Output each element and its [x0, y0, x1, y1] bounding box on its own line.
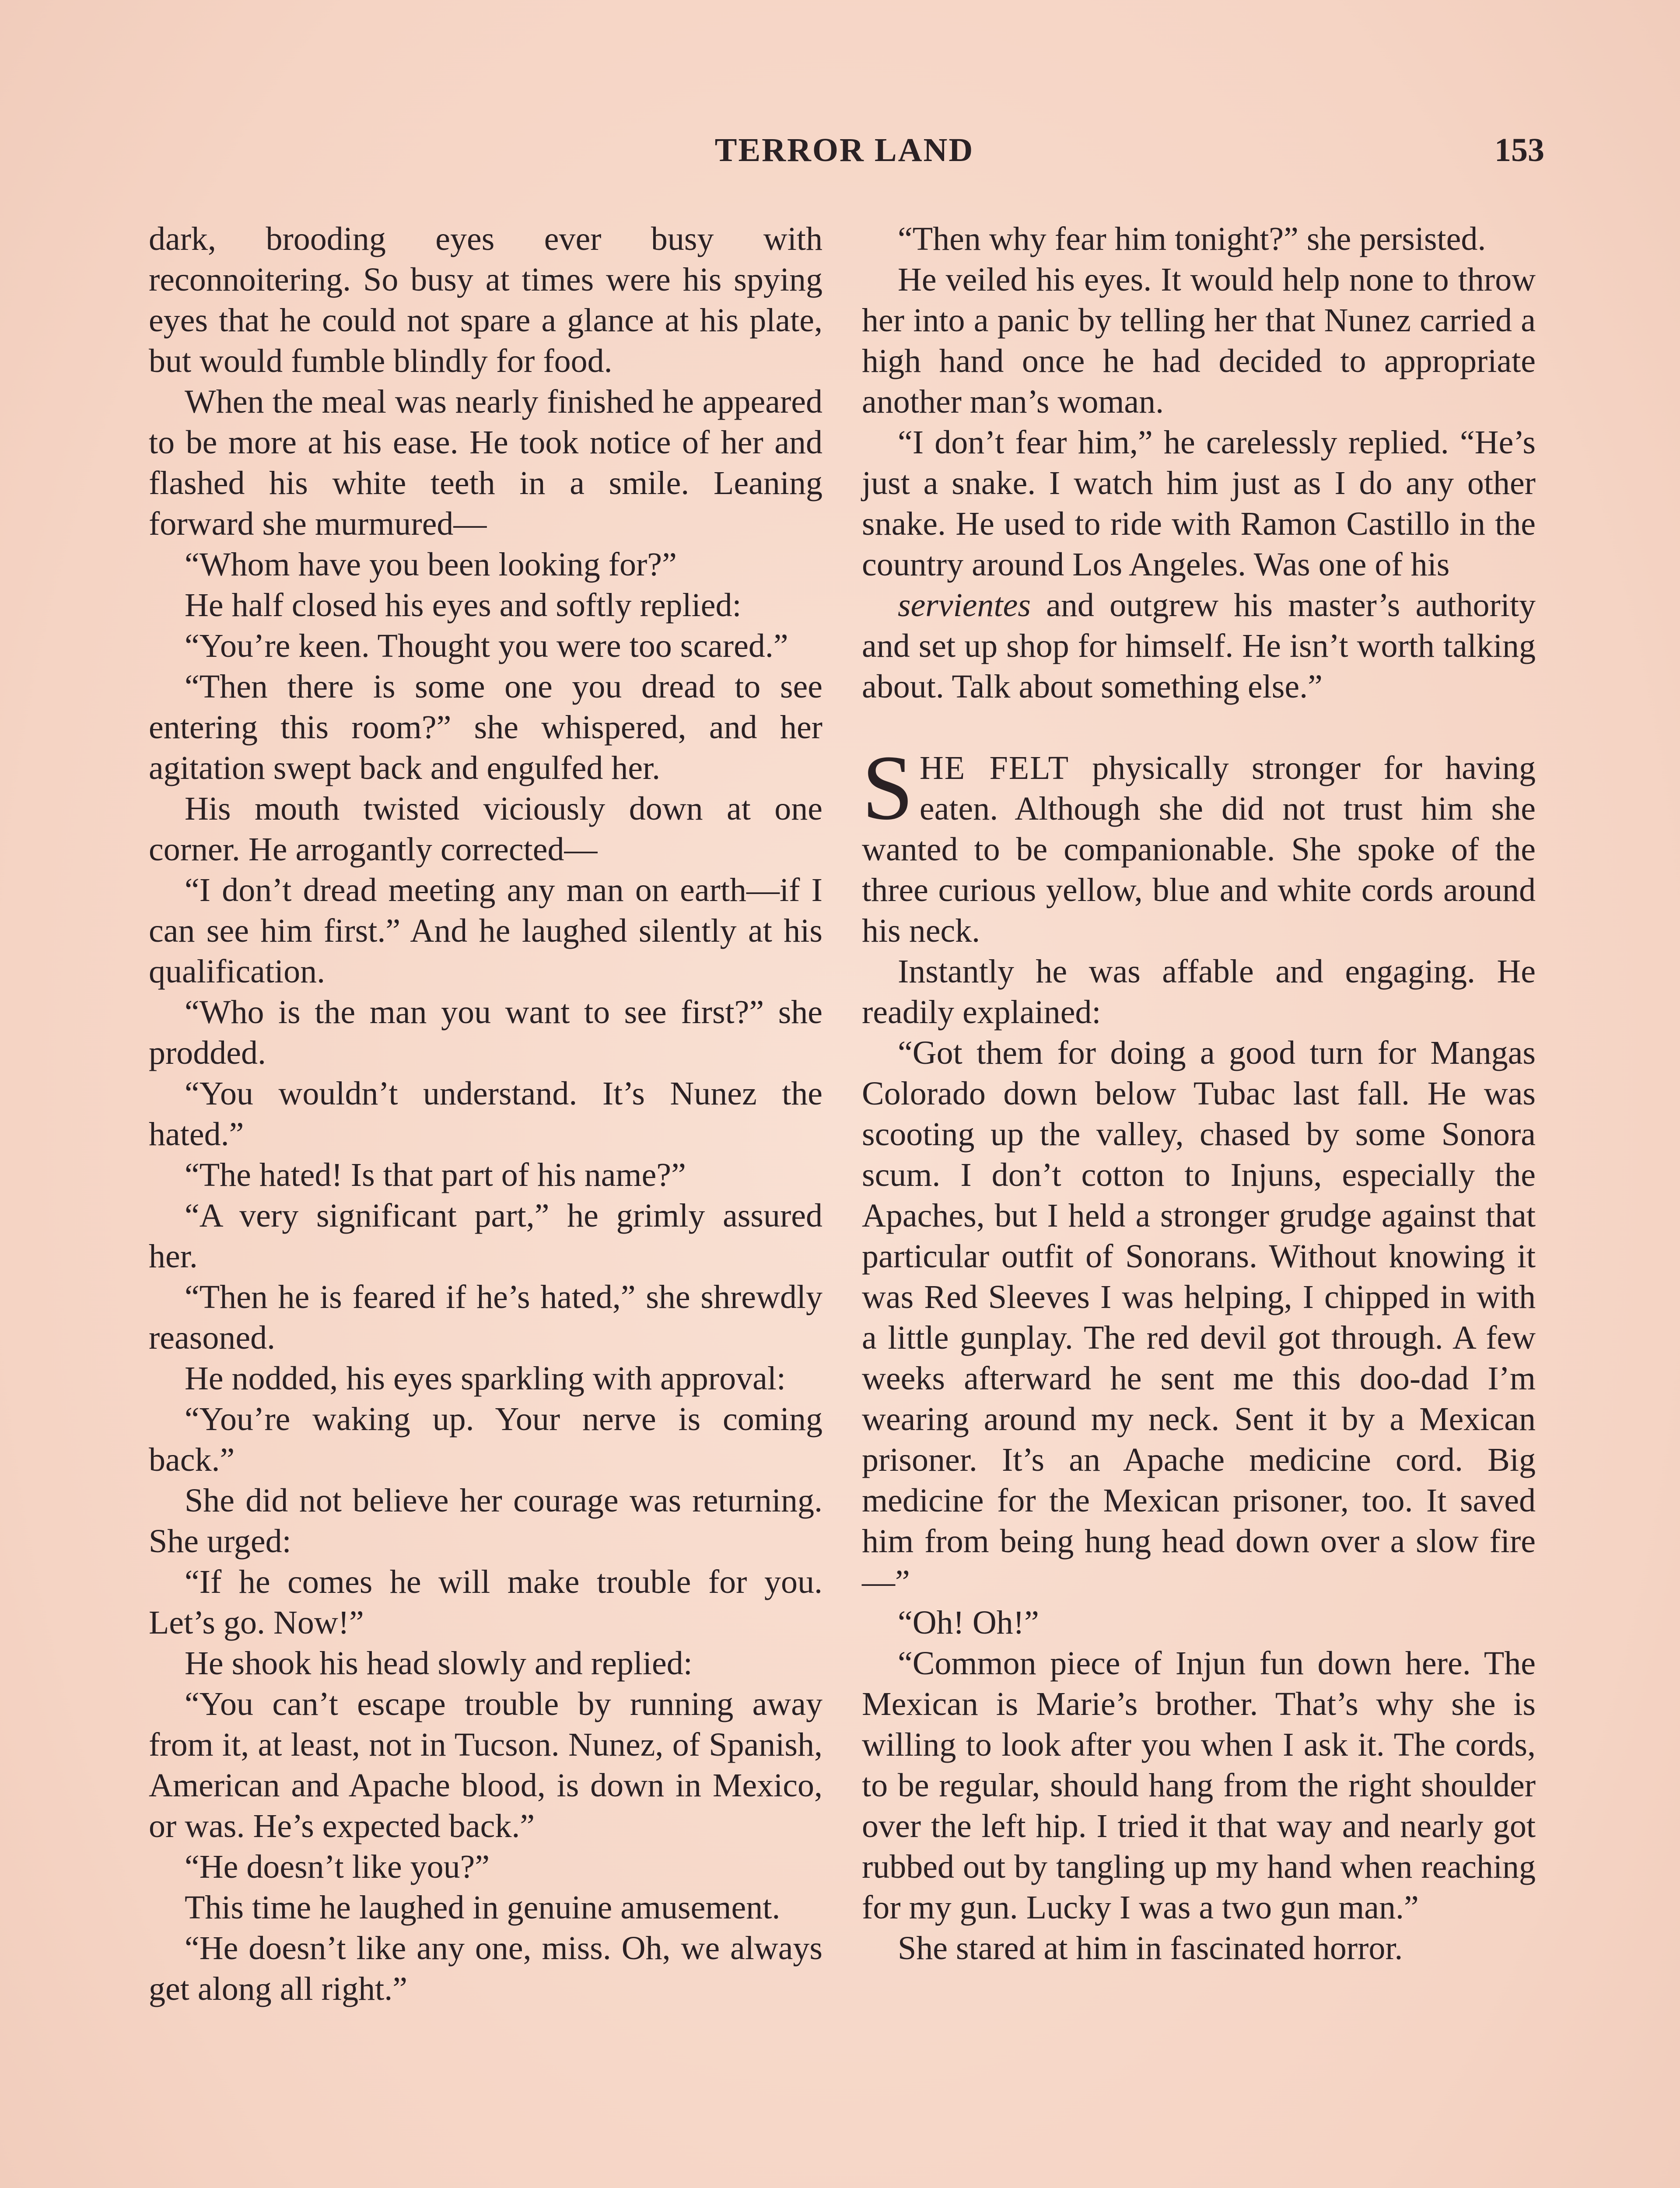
drop-cap: S: [862, 736, 914, 839]
lead-in-caps: HE FELT: [919, 750, 1070, 786]
paragraph: “You can’t escape trouble by running away from it, at least, not in Tucson. Nunez, of Spanish, American and Apache blood, is down in Mexico, or was. He’s expected back.”: [149, 1686, 822, 1844]
paragraph: He veiled his eyes. It would help none to throw her into a panic by telling her that Nunez carried a high hand once he had decided to appropriate another man’s woman.: [862, 261, 1536, 420]
paragraph: “Oh! Oh!”: [898, 1604, 1039, 1641]
paragraph: He nodded, his eyes sparkling with approval:: [185, 1360, 786, 1397]
paragraph: “Got them for doing a good turn for Mangas Colorado down below Tubac last fall. He was scooting up the valley, chased by some Sonora scum. I don’t cotton to Injuns, especially the Apaches, but I held a stronger grudge against that particular outfit of Sonorans. Without knowing it was Red Sleeves I was helping, I chipped in with a little gunplay. The red devil got through. A few weeks afterward he sent me this doo-dad I’m wearing around my neck. Sent it by a Mexican prisoner. It’s an Apache medicine cord. Big medicine for the Mexican prisoner, too. It saved him from being hung head down over a slow fire—”: [862, 1034, 1536, 1600]
paragraph: “You wouldn’t understand. It’s Nunez the hated.”: [149, 1075, 822, 1153]
right-column: [862, 219, 1536, 1969]
page-header: [144, 131, 1544, 179]
running-title: TERROR LAND: [714, 132, 974, 168]
paragraph-text: and outgrew his master’s authority and set up shop for himself. He isn’t worth talking about. Talk about something else.”: [862, 587, 1536, 705]
paragraph: This time he laughed in genuine amusement.: [185, 1889, 780, 1926]
paragraph: “If he comes he will make trouble for you. Let’s go. Now!”: [149, 1564, 822, 1641]
left-column: [149, 219, 822, 2009]
paragraph: “A very significant part,” he grimly assured her.: [149, 1197, 822, 1275]
paragraph: “He doesn’t like you?”: [185, 1848, 490, 1885]
paragraph: dark, brooding eyes ever busy with reconnoitering. So busy at times were his spying eyes that he could not spare a glance at his plate, but would fumble blindly for food.: [149, 221, 822, 379]
paragraph: [862, 585, 1536, 707]
paragraph: He shook his head slowly and replied:: [185, 1645, 693, 1682]
paragraph: When the meal was nearly finished he appeared to be more at his ease. He took notice of her and flashed his white teeth in a smile. Leaning forward she murmured—: [149, 383, 822, 542]
paragraph: “I don’t dread meeting any man on earth—if I can see him first.” And he laughed silently at his qualification.: [149, 872, 822, 990]
paragraph: “Then why fear him tonight?” she persisted.: [898, 221, 1486, 257]
paragraph: He half closed his eyes and softly replied:: [185, 587, 742, 624]
right-column-before-break: [862, 219, 1536, 585]
paragraph: “Then he is feared if he’s hated,” she shrewdly reasoned.: [149, 1279, 822, 1356]
paragraph: “Whom have you been looking for?”: [185, 546, 677, 583]
paragraph-text: physically stronger for having eaten. Although she did not trust him she wanted to be companionable. She spoke of the three curious yellow, blue and white cords around his neck.: [862, 750, 1536, 949]
paragraph: “Who is the man you want to see first?” she prodded.: [149, 994, 822, 1071]
paragraph: “He doesn’t like any one, miss. Oh, we always get along all right.”: [149, 1930, 822, 2007]
paragraph: “You’re waking up. Your nerve is coming back.”: [149, 1401, 822, 1478]
paragraph: “Common piece of Injun fun down here. The Mexican is Marie’s brother. That’s why she is willing to look after you when I ask it. The cords, to be regular, should hang from the right shoulder over the left hip. I tried it that way and nearly got rubbed out by tangling up my hand when reaching for my gun. Lucky I was a two gun man.”: [862, 1645, 1536, 1926]
page-number: 153: [1494, 132, 1544, 168]
paragraph: “The hated! Is that part of his name?”: [185, 1157, 686, 1193]
section-opening-paragraph: [862, 736, 1536, 951]
paragraph: “I don’t fear him,” he carelessly replied. “He’s just a snake. I watch him just as I do any other snake. He used to ride with Ramon Castillo in the country around Los Angeles. Was one of his: [862, 424, 1536, 583]
italic-word: servientes: [898, 587, 1031, 624]
paragraph: His mouth twisted viciously down at one corner. He arrogantly corrected—: [149, 790, 822, 868]
paragraph: She did not believe her courage was returning. She urged:: [149, 1482, 822, 1560]
paragraph: “You’re keen. Thought you were too scared.”: [185, 628, 788, 664]
paragraph: Instantly he was affable and engaging. He readily explained:: [862, 953, 1536, 1031]
paragraph: “Then there is some one you dread to see entering this room?” she whispered, and her agitation swept back and engulfed her.: [149, 668, 822, 786]
right-column-after-break: [862, 951, 1536, 1969]
paragraph: She stared at him in fascinated horror.: [898, 1930, 1403, 1967]
